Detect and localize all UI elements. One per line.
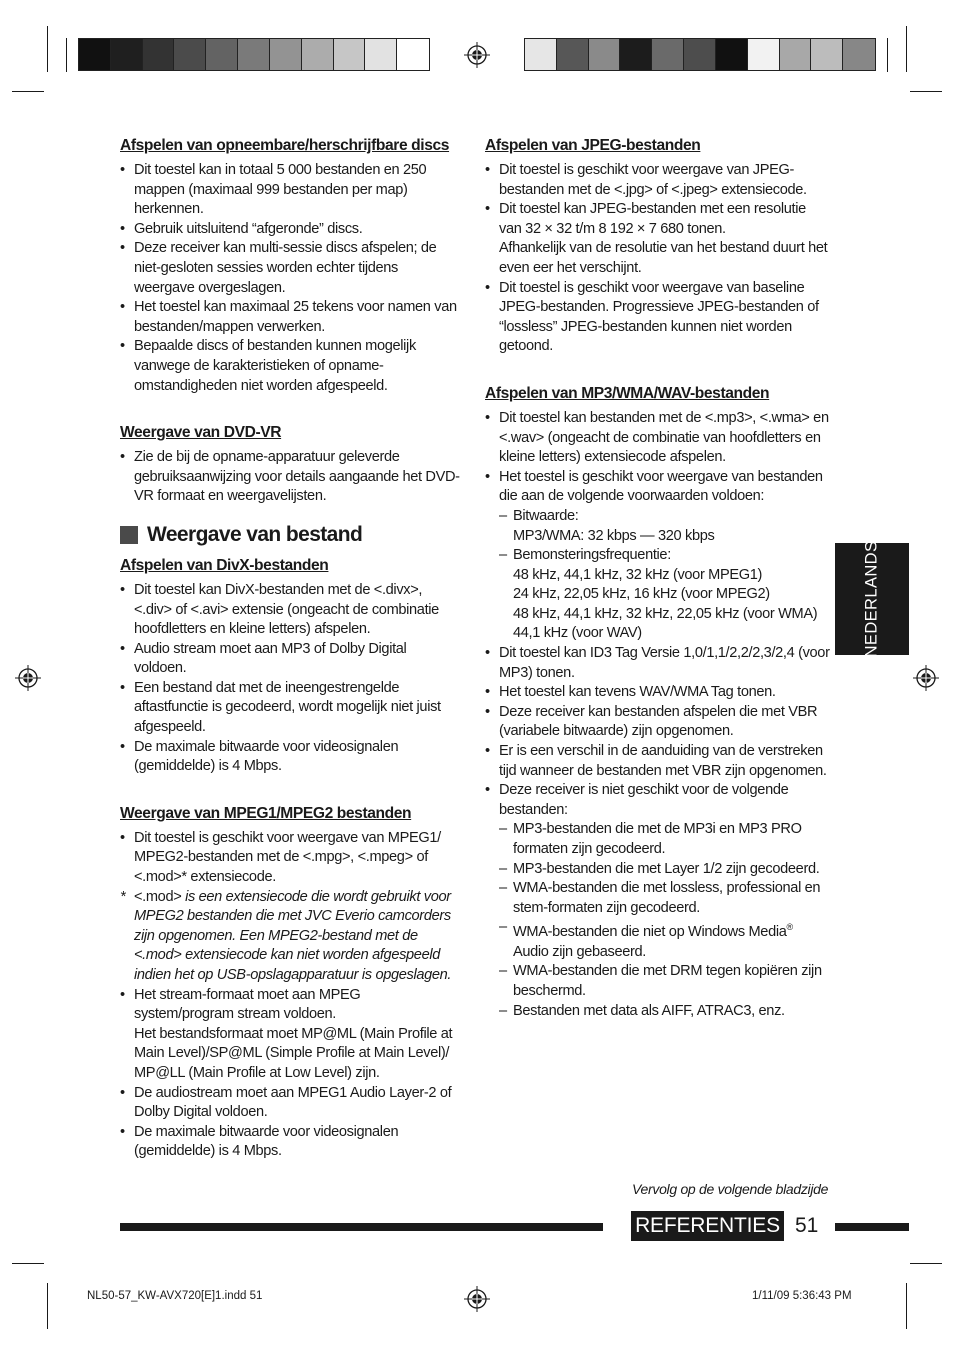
heading-jpeg: Afspelen van JPEG-bestanden [485, 137, 701, 154]
color-swatch [716, 39, 748, 70]
list-item-line: • Dit toestel kan JPEG-bestanden met een resolutie van 32 × 32 t/m 8 192 × 7 680 tonen. [499, 201, 806, 237]
list-item-line: Het bestandsformaat moet MP@ML (Main Profile at Main Level)/SP@ML (Simple Profile at Main Level)/ MP@LL (Main Profile at Low Level) zijn. [134, 1025, 453, 1081]
language-tab [835, 540, 909, 658]
list-item-line: • Deze receiver is niet geschikt voor de volgende bestanden: [499, 782, 789, 818]
list-item: • Dit toestel kan DivX-bestanden met de <.divx>, <.div> of <.avi> extensie (ongeacht de combinatie hoofdletters en kleine letters) afspelen. [120, 581, 462, 640]
color-swatch [620, 39, 652, 70]
left-column [120, 133, 462, 1162]
heading-mp3-wma-wav: Afspelen van MP3/WMA/WAV-bestanden [485, 384, 770, 402]
footer-rule-left [120, 1223, 603, 1231]
color-swatch [111, 39, 143, 70]
color-swatch [174, 39, 206, 70]
registration-mark-icon [15, 665, 41, 691]
crop-mark [47, 1283, 48, 1329]
list-item: • Deze receiver kan multi-sessie discs afspelen; de niet-gesloten sessies worden echter tijdens weergave overgeslagen. [120, 239, 462, 298]
list-item [485, 781, 830, 1021]
list-item: • De maximale bitwaarde voor videosignalen (gemiddelde) is 4 Mbps. [120, 1123, 462, 1162]
file-slug: NL50-57_KW-AVX720[E]1.indd 51 [87, 1290, 263, 1302]
color-swatch [748, 39, 780, 70]
condition-item [499, 546, 830, 644]
list-item: • De audiostream moet aan MPEG1 Audio Layer-2 of Dolby Digital voldoen. [120, 1084, 462, 1123]
list-item: • Het toestel kan tevens WAV/WMA Tag tonen. [485, 683, 830, 703]
list-item: • Het toestel kan maximaal 25 tekens voor namen van bestanden/mappen verwerken. [120, 298, 462, 337]
unsupported-item: – WMA-bestanden die met DRM tegen kopiëren zijn beschermd. [499, 962, 830, 1001]
color-swatch [589, 39, 621, 70]
crop-mark [906, 1283, 907, 1329]
color-swatch [780, 39, 812, 70]
section-header [120, 519, 462, 551]
condition-item [499, 507, 830, 546]
list-item: • Gebruik uitsluitend “afgeronde” discs. [120, 220, 462, 240]
registration-mark-icon [464, 1286, 490, 1312]
crop-mark [906, 26, 907, 72]
list-item-line: • Het toestel is geschikt voor weergave van bestanden die aan de volgende voorwaarden voldoen: [499, 468, 823, 505]
crop-mark [12, 1263, 44, 1264]
sampling-label: – Bemonsteringsfrequentie: [513, 547, 671, 564]
list-item: • Er is een verschil in de aanduiding van de verstreken tijd wanneer de bestanden met VBR zijn opgenomen. [485, 742, 830, 781]
bitrate-label: – Bitwaarde: [513, 507, 579, 524]
color-swatch [557, 39, 589, 70]
list-item-line: Afhankelijk van de resolutie van het bestand duurt het even eer het verschijnt. [499, 240, 828, 276]
jpeg-list [485, 161, 830, 357]
conditions-list [499, 507, 830, 644]
heading-recordable-discs: Afspelen van opneembare/herschrijfbare discs [120, 137, 450, 154]
color-swatch [365, 39, 397, 70]
list-item: • Deze receiver kan bestanden afspelen die met VBR (variabele bitwaarde) zijn opgenomen. [485, 703, 830, 742]
footer-rule-right [835, 1223, 909, 1231]
list-item: • Zie de bij de opname-apparatuur geleverde gebruiksaanwijzing voor details aangaande het DVD-VR formaat en weergavelijsten. [120, 448, 462, 507]
continued-note: Vervolg op de volgende bladzijde [632, 1181, 829, 1197]
list-item: • Audio stream moet aan MP3 of Dolby Digital voldoen. [120, 640, 462, 679]
unsupported-item: – MP3-bestanden die met Layer 1/2 zijn gecodeerd. [499, 860, 830, 880]
unsupported-item [499, 918, 830, 962]
unsupported-item: – MP3-bestanden die met de MP3i en MP3 PRO formaten zijn gecodeerd. [499, 820, 830, 859]
sampling-value: 44,1 kHz (voor WAV) [513, 625, 642, 642]
bitrate-value: MP3/WMA: 32 kbps — 320 kbps [513, 527, 715, 544]
sampling-value: 48 kHz, 44,1 kHz, 32 kHz (voor MPEG1) [513, 566, 763, 583]
color-swatch [652, 39, 684, 70]
heading-dvd-vr: Weergave van DVD-VR [120, 424, 282, 442]
heading-mpeg: Weergave van MPEG1/MPEG2 bestanden [120, 804, 412, 822]
unsupported-text: Audio zijn gebaseerd. [513, 943, 647, 960]
color-swatch [238, 39, 270, 70]
list-item: • Bepaalde discs of bestanden kunnen mogelijk vanwege de karakteristieken of opname-omstandigheden niet worden afgespeeld. [120, 337, 462, 396]
mpeg-list [120, 829, 462, 1162]
unsupported-item: – Bestanden met data als AIFF, ATRAC3, enz. [499, 1002, 830, 1022]
color-bar-right [524, 38, 876, 71]
list-item: • Dit toestel kan ID3 Tag Versie 1,0/1,1/2,2/2,3/2,4 (voor MP3) tonen. [485, 644, 830, 683]
color-swatch [143, 39, 175, 70]
list-item [485, 468, 830, 644]
sampling-value: 24 kHz, 22,05 kHz, 16 kHz (voor MPEG2) [513, 586, 770, 603]
color-swatch [843, 39, 875, 70]
color-swatch [525, 39, 557, 70]
color-swatch [206, 39, 238, 70]
language-tab-label: NEDERLANDS [862, 540, 881, 658]
registration-mark-icon [913, 665, 939, 691]
list-item: • Dit toestel is geschikt voor weergave van JPEG-bestanden met de <.jpg> of <.jpeg> extensiecode. [485, 161, 830, 200]
list-item: • Dit toestel kan bestanden met de <.mp3>, <.wma> en <.wav> (ongeacht de combinatie van hoofdletters en kleine letters) extensiecode afspelen. [485, 409, 830, 468]
crop-mark [887, 38, 888, 72]
right-column [485, 133, 830, 1021]
registered-mark: ® [786, 922, 793, 933]
heading-divx: Afspelen van DivX-bestanden [120, 556, 329, 574]
list-item [120, 986, 462, 1084]
color-swatch [684, 39, 716, 70]
color-swatch [79, 39, 111, 70]
list-item-line: • Het stream-formaat moet aan MPEG system/program stream voldoen. [134, 986, 361, 1023]
registration-mark-icon [464, 42, 490, 68]
recordable-discs-list [120, 161, 462, 396]
unsupported-item: – WMA-bestanden die met lossless, professional en stem-formaten zijn gecodeerd. [499, 879, 830, 918]
list-item: • Dit toestel kan in totaal 5 000 bestanden en 250 mappen (maximaal 999 bestanden per map) herkennen. [120, 161, 462, 220]
footnote-extension: <.mod> [134, 888, 182, 905]
sampling-value: 48 kHz, 44,1 kHz, 32 kHz, 22,05 kHz (voor WMA) [513, 605, 818, 622]
divx-list [120, 581, 462, 777]
dvd-vr-list [120, 448, 462, 507]
unsupported-text: WMA-bestanden die niet op Windows Media [513, 924, 787, 941]
section-label: REFERENTIES [631, 1211, 784, 1241]
list-item: • Dit toestel is geschikt voor weergave van MPEG1/ MPEG2-bestanden met de <.mpg>, <.mpeg> of <.mod>* extensiecode. [120, 829, 462, 888]
page-number: 51 [795, 1214, 819, 1237]
color-swatch [334, 39, 366, 70]
crop-mark [12, 91, 44, 92]
crop-mark [910, 1263, 942, 1264]
footnote [120, 888, 462, 986]
section-square-icon [120, 526, 138, 544]
list-item: • De maximale bitwaarde voor videosignalen (gemiddelde) is 4 Mbps. [120, 738, 462, 777]
color-swatch [270, 39, 302, 70]
crop-mark [47, 26, 48, 72]
footnote-text: is een extensiecode die wordt gebruikt voor MPEG2 bestanden die met JVC Everio camcorders zijn opgenomen. Een MPEG2-bestand met de <.mod> extensiecode kan niet worden afgespeeld indien het op USB-opslagapparatuur is opgeslagen. [134, 888, 452, 983]
list-item: • Een bestand dat met de ineengestrengelde aftastfunctie is gecodeerd, wordt mogelijk niet juist afgespeeld. [120, 679, 462, 738]
section-title: Weergave van bestand [147, 523, 363, 547]
color-swatch [811, 39, 843, 70]
color-swatch [397, 39, 429, 70]
date-slug: 1/11/09 5:36:43 PM [752, 1290, 852, 1302]
crop-mark [910, 91, 942, 92]
color-swatch [302, 39, 334, 70]
color-bar-left [78, 38, 430, 71]
crop-mark [66, 38, 67, 72]
list-item [485, 200, 830, 278]
list-item: • Dit toestel is geschikt voor weergave van baseline JPEG-bestanden. Progressieve JPEG-bestanden of “lossless” JPEG-bestanden kunnen niet worden getoond. [485, 279, 830, 357]
unsupported-list [499, 820, 830, 1021]
audio-list [485, 409, 830, 1021]
